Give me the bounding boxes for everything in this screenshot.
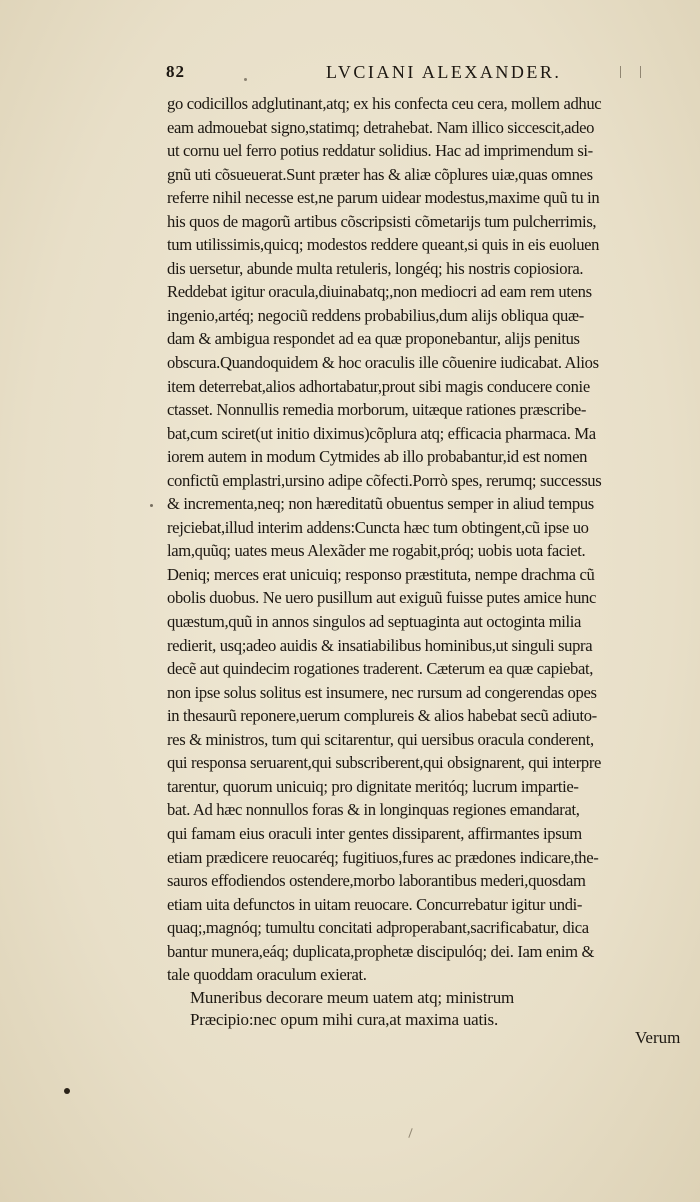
text-line: go codicillos adglutinant,atq; ex his confecta ceu cera, mollem adhuc: [167, 94, 602, 113]
text-line: qui famam eius oraculi inter gentes dissiparent, affirmantes ipsum: [167, 823, 582, 843]
text-line: obolis duobus. Ne uero pusillum aut exiguũ fuisse putes amice hunc: [167, 588, 597, 608]
text-line: ut cornu uel ferro potius reddatur solidius. Hac ad imprimendum si-: [167, 141, 593, 161]
text-line: bantur munera,eáq; duplicata,prophetæ discipulóq; dei. Iam enim &: [167, 941, 594, 961]
text-line: referre nihil necesse est,ne parum uidear modestus,maxime quũ tu in: [167, 188, 600, 208]
ink-mark: [408, 1128, 412, 1138]
text-line: res & ministros, tum qui scitarentur, qui uersibus oracula conderent,: [167, 729, 594, 749]
text-line: & incrementa,neq; non hæreditatũ obuentus semper in aliud tempus: [167, 494, 594, 514]
text-line: tarentur, quorum unicuiq; pro dignitate meritóq; lucrum impartie-: [167, 776, 579, 796]
running-head: [166, 62, 666, 86]
text-line: quaq;,magnóq; tumultu concitati adproperabant,sacrificabatur, dica: [167, 918, 589, 938]
text-line: tum utilissimis,quicq; modestos reddere queant,si quis in eis euoluen: [167, 235, 600, 255]
text-line: non ipse solus solitus est insumere, nec rursum ad congerendas opes: [167, 682, 597, 702]
ink-spot: [244, 78, 247, 81]
page-number: 82: [166, 62, 185, 81]
text-line: quæstum,quũ in annos singulos ad septuaginta aut octoginta milia: [167, 612, 582, 632]
running-title: LVCIANI ALEXANDER.: [326, 62, 562, 82]
main-text: [167, 92, 687, 987]
oracle-verse: [190, 987, 670, 1031]
verse-line: Muneribus decorare meum uatem atq; ministrum: [190, 988, 515, 1007]
ink-spot: [64, 1088, 70, 1094]
text-line: dis uersetur, abunde multa retuleris, longéq; his nostris copiosiora.: [167, 258, 584, 278]
catchword: Verum: [635, 1028, 681, 1047]
text-line: in thesaurũ reponere,uerum complureis & alios habebat secũ adiuto-: [167, 706, 597, 726]
text-line: etiam uita defunctos in uitam reuocare. Concurrebatur igitur undi-: [167, 894, 583, 914]
text-line: Reddebat igitur oracula,diuinabatq;,non mediocri ad eam rem utens: [167, 282, 592, 302]
ink-mark: [620, 66, 621, 78]
text-line: bat. Ad hæc nonnullos foras & in longinquas regiones emandarat,: [167, 800, 580, 820]
text-line: bat,cum sciret(ut initio diximus)cõplura atq; efficacia pharmaca. Ma: [167, 423, 596, 443]
verse-line: Præcipio:nec opum mihi cura,at maxima uatis.: [190, 1010, 498, 1029]
text-line: iorem autem in modum Cytmides ab illo probabantur,id est nomen: [167, 447, 588, 467]
text-line: obscura.Quandoquidem & hoc oraculis ille cõuenire iudicabat. Alios: [167, 353, 599, 373]
text-line: sauros effodiendos ostendere,morbo laborantibus mederi,quosdam: [167, 871, 586, 891]
ink-mark: [640, 66, 641, 78]
text-line: Deniq; merces erat unicuiq; responso præstituta, nempe drachma cũ: [167, 564, 595, 584]
text-line: ctasset. Nonnullis remedia morborum, uitæque rationes præscribe-: [167, 400, 587, 420]
ink-spot: [150, 504, 153, 507]
text-line: ingenio,artéq; negociũ reddens probabilius,dum alijs obliqua quæ-: [167, 305, 584, 325]
text-line: eam admouebat signo,statimq; detrahebat. Nam illico siccescit,adeo: [167, 117, 595, 137]
text-line: etiam prædicere reuocaréq; fugitiuos,fures ac prædones indicare,the-: [167, 847, 599, 867]
text-line: tale quoddam oraculum exierat.: [167, 965, 367, 985]
text-line: his quos de magorũ artibus cõscripsisti cõmetarijs tum pulcherrimis,: [167, 211, 597, 231]
text-line: qui responsa seruarent,qui subscriberent,qui obsignarent, qui interpre: [167, 753, 602, 773]
text-line: dam & ambigua respondet ad ea quæ proponebantur, alijs penitus: [167, 329, 580, 349]
text-line: rejciebat,illud interim addens:Cuncta hæc tum obtingent,cũ ipse uo: [167, 517, 589, 537]
text-line: confictũ emplastri,ursino adipe cõfecti.Porrò spes, rerumq; successus: [167, 470, 602, 490]
text-line: lam,quũq; uates meus Alexãder me rogabit,próq; uobis uota faciet.: [167, 541, 586, 561]
text-line: decẽ aut quindecim rogationes traderent. Cæterum ea quæ capiebat,: [167, 659, 594, 679]
text-line: gnũ uti cõsueuerat.Sunt præter has & aliæ cõplures uiæ,quas omnes: [167, 164, 593, 184]
text-line: item deterrebat,alios adhortabatur,prout sibi magis conducere conie: [167, 376, 590, 396]
text-line: redierit, usq;adeo auidis & insatiabilibus hominibus,ut singuli supra: [167, 635, 593, 655]
